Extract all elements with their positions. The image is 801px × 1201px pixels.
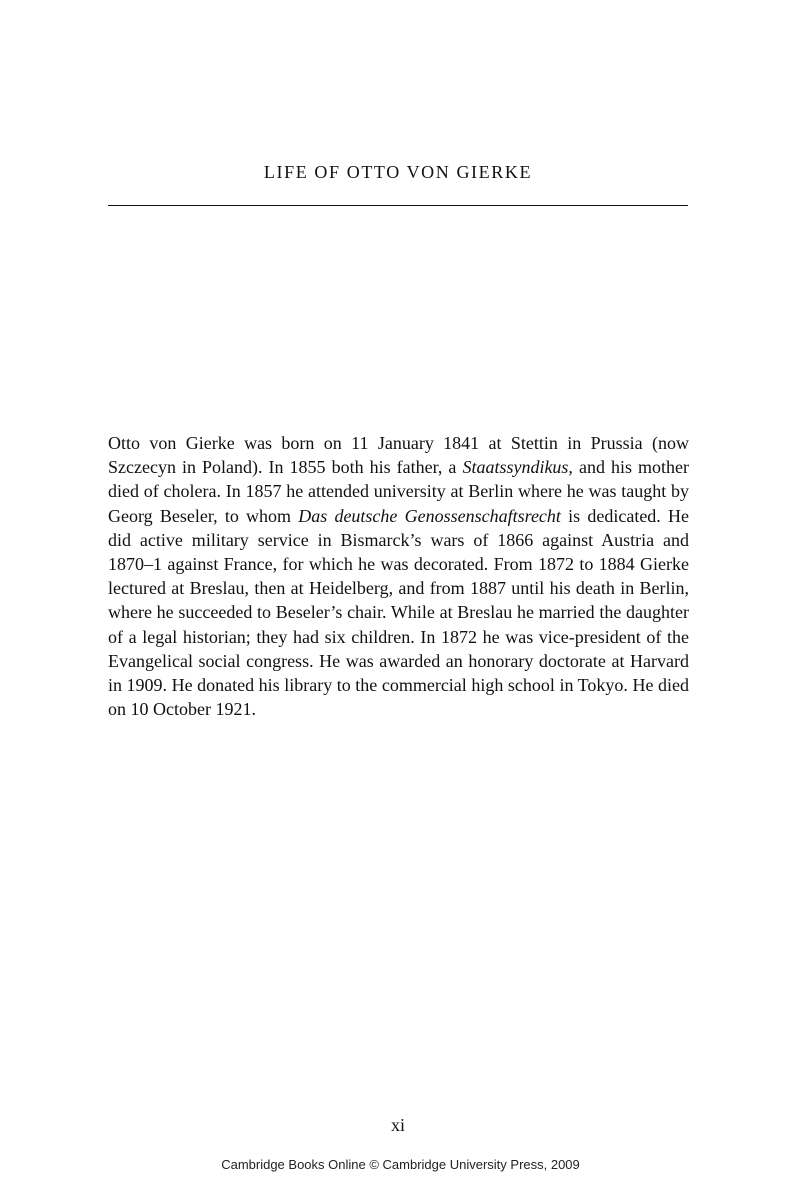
paragraph-text-part-3: is dedicated. He did active military service in Bismarck’s wars of 1866 against Austria and 1870–1 against France, for which he was decorated. From 1872 to 1884 Gierke lectured at Breslau, then at Heidelberg, and from 1887 until his death in Berlin, where he succeeded to Beseler’s chair. While at Breslau he married the daughter of a legal historian; they had six children. In 1872 he was vice-president of the Evangelical social congress. He was awarded an honorary doctorate at Harvard in 1909. He donated his library to the commercial high school in Tokyo. He died on 10 October 1921. bbox=[108, 505, 689, 720]
title-rule bbox=[108, 205, 688, 206]
page-title: LIFE OF OTTO VON GIERKE bbox=[263, 162, 533, 182]
footer-credit: Cambridge Books Online © Cambridge University Press, 2009 bbox=[221, 1157, 580, 1172]
paragraph-text-part-2: and his mother died of cholera. In 1857 he attended university at Berlin where he was taught by Georg Beseler, to whom bbox=[108, 457, 689, 526]
book-title: Das deutsche Genossenschaftsrecht bbox=[298, 505, 561, 526]
term-staatssyndikus: Staatssyndikus, bbox=[462, 457, 573, 478]
biography-paragraph bbox=[108, 431, 689, 721]
paragraph-text-part-1: Otto von Gierke was born on 11 January 1841 at Stettin in Prussia (now Szczecyn in Poland). In 1855 both his father, a bbox=[108, 433, 689, 478]
page-number: xi bbox=[390, 1115, 405, 1135]
